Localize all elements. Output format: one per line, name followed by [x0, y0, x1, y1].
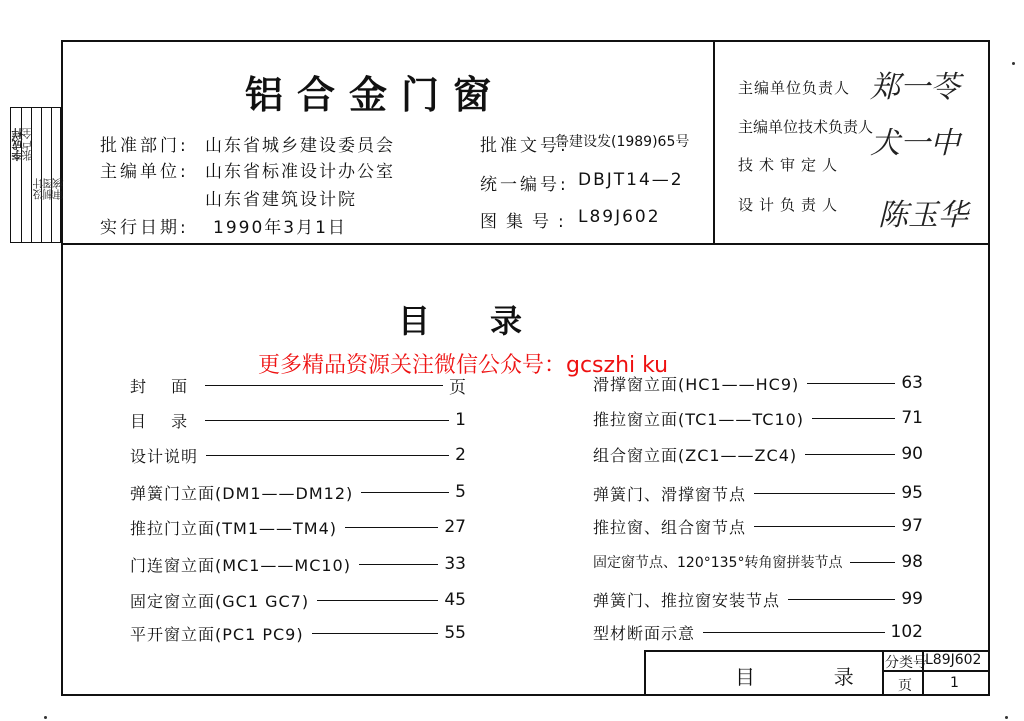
page-value: 1 — [950, 675, 959, 691]
toc-entry-page: 90 — [901, 444, 923, 464]
toc-left-row-4 — [130, 481, 466, 503]
toc-entry-page: 5 — [455, 482, 466, 502]
toc-entry-page: 63 — [901, 373, 923, 393]
toc-entry-page: 102 — [890, 622, 923, 642]
strip-text-2: 张卢全 — [21, 128, 34, 161]
toc-entry-page: 99 — [901, 589, 923, 609]
toc-left-row-7 — [130, 589, 466, 611]
toc-entry-page: 2 — [455, 445, 466, 465]
atlas-no-label: 图集号: — [480, 212, 573, 232]
unified-no-value: DBJT14—2 — [578, 170, 684, 190]
toc-right-row-5 — [593, 515, 923, 537]
responsible-role-4: 设计负责人 — [738, 196, 844, 214]
page-label: 页 — [898, 678, 912, 694]
toc-entry-label: 推拉窗立面(TC1——TC10) — [593, 409, 805, 429]
toc-entry-label: 推拉窗、组合窗节点 — [593, 517, 747, 537]
editor-value-1: 山东省标准设计办公室 — [205, 162, 395, 182]
toc-right-row-8 — [593, 621, 923, 643]
toc-entry-label: 型材断面示意 — [593, 623, 696, 643]
category-label: 分类号 — [885, 655, 927, 671]
atlas-no-value: L89J602 — [578, 207, 661, 227]
scan-speck — [44, 716, 47, 719]
toc-entry-label: 设计说明 — [130, 446, 199, 466]
toc-entry-label: 固定窗节点、120°135°转角窗拼装节点 — [593, 555, 843, 571]
toc-entry-page: 98 — [901, 552, 923, 572]
toc-entry-label: 推拉门立面(TM1——TM4) — [130, 518, 338, 538]
leader-line — [788, 599, 895, 600]
leader-line — [361, 492, 449, 493]
header-divider — [61, 243, 990, 245]
toc-right-row-1 — [593, 372, 923, 394]
toc-entry-page: 27 — [444, 517, 466, 537]
toc-entry-label: 门连窗立面(MC1——MC10) — [130, 555, 351, 575]
leader-line — [345, 527, 438, 528]
approval-doc-label: 批准文号: — [480, 136, 569, 156]
toc-right-row-7 — [593, 588, 923, 610]
toc-entry-label: 组合窗立面(ZC1——ZC4) — [593, 445, 798, 465]
toc-right-row-2 — [593, 407, 923, 429]
toc-left-row-2 — [130, 409, 466, 431]
toc-entry-label: 滑撑窗立面(HC1——HC9) — [593, 374, 800, 394]
title-block-name: 目 录 — [735, 665, 876, 689]
document-title: 铝合金门窗 — [245, 73, 506, 117]
responsible-signature-4: 陈玉华 — [878, 198, 968, 233]
leader-line — [703, 632, 885, 633]
approval-doc-value: 鲁建设发(1989)65号 — [555, 134, 690, 150]
responsible-role-3: 技术审定人 — [738, 156, 844, 174]
scan-speck — [1005, 716, 1008, 719]
responsible-signature-1: 郑一苓 — [870, 70, 960, 105]
left-binding-strip — [10, 107, 65, 243]
title-block-mid — [882, 650, 884, 696]
toc-entry-label: 弹簧门、推拉窗安装节点 — [593, 590, 781, 610]
toc-left-row-5 — [130, 516, 466, 538]
leader-line — [850, 562, 895, 563]
toc-left-row-3 — [130, 444, 466, 466]
editor-label: 主编单位: — [100, 162, 189, 182]
toc-entry-label: 弹簧门、滑撑窗节点 — [593, 484, 747, 504]
leader-line — [754, 493, 895, 494]
leader-line — [754, 526, 895, 527]
category-value: L89J602 — [925, 652, 982, 668]
approval-dept-label: 批准部门: — [100, 136, 189, 156]
responsible-signature-2: 犬一中 — [870, 126, 960, 161]
toc-entry-label: 封 面 — [130, 376, 198, 396]
leader-line — [205, 385, 443, 386]
leader-line — [317, 600, 438, 601]
toc-entry-page: 97 — [901, 516, 923, 536]
toc-left-row-6 — [130, 553, 466, 575]
leader-line — [805, 454, 895, 455]
scan-speck — [1012, 62, 1015, 65]
effective-date-value: 1990年3月1日 — [213, 218, 347, 238]
title-block-left — [644, 650, 646, 696]
effective-date-label: 实行日期: — [100, 218, 189, 238]
toc-entry-label: 固定窗立面(GC1 GC7) — [130, 591, 310, 611]
toc-left-row-8 — [130, 622, 466, 644]
toc-right-row-4 — [593, 482, 923, 504]
toc-entry-page: 55 — [444, 623, 466, 643]
strip-text-4: 制图 — [42, 178, 55, 200]
strip-text-5: 审核 — [52, 178, 65, 200]
responsible-role-2: 主编单位技术负责人 — [738, 118, 874, 136]
toc-entry-label: 弹簧门立面(DM1——DM12) — [130, 483, 354, 503]
unified-no-label: 统一编号: — [480, 175, 569, 195]
leader-line — [812, 418, 895, 419]
toc-entry-page: 95 — [901, 483, 923, 503]
toc-entry-page: 33 — [444, 554, 466, 574]
toc-entry-page: 71 — [901, 408, 923, 428]
strip-text-3: 设计 — [32, 178, 45, 200]
toc-entry-page: 45 — [444, 590, 466, 610]
approval-dept-value: 山东省城乡建设委员会 — [205, 136, 395, 156]
strip-text-1: 李成样 — [11, 128, 24, 161]
toc-right-row-3 — [593, 443, 923, 465]
toc-entry-page: 1 — [455, 410, 466, 430]
leader-line — [205, 420, 449, 421]
leader-line — [312, 633, 439, 634]
toc-entry-label: 平开窗立面(PC1 PC9) — [130, 624, 304, 644]
editor-value-2: 山东省建筑设计院 — [205, 190, 357, 210]
header-right-divider — [713, 40, 715, 243]
toc-title: 目录 — [398, 302, 583, 340]
toc-entry-page: 页 — [449, 377, 466, 398]
leader-line — [807, 383, 895, 384]
toc-entry-label: 目 录 — [130, 411, 198, 431]
leader-line — [206, 455, 449, 456]
leader-line — [359, 564, 438, 565]
watermark-text: 更多精品资源关注微信公众号：gcszhi ku — [258, 353, 669, 378]
toc-left-row-1 — [130, 374, 466, 396]
toc-right-row-6 — [593, 551, 923, 573]
responsible-role-1: 主编单位负责人 — [738, 79, 851, 97]
